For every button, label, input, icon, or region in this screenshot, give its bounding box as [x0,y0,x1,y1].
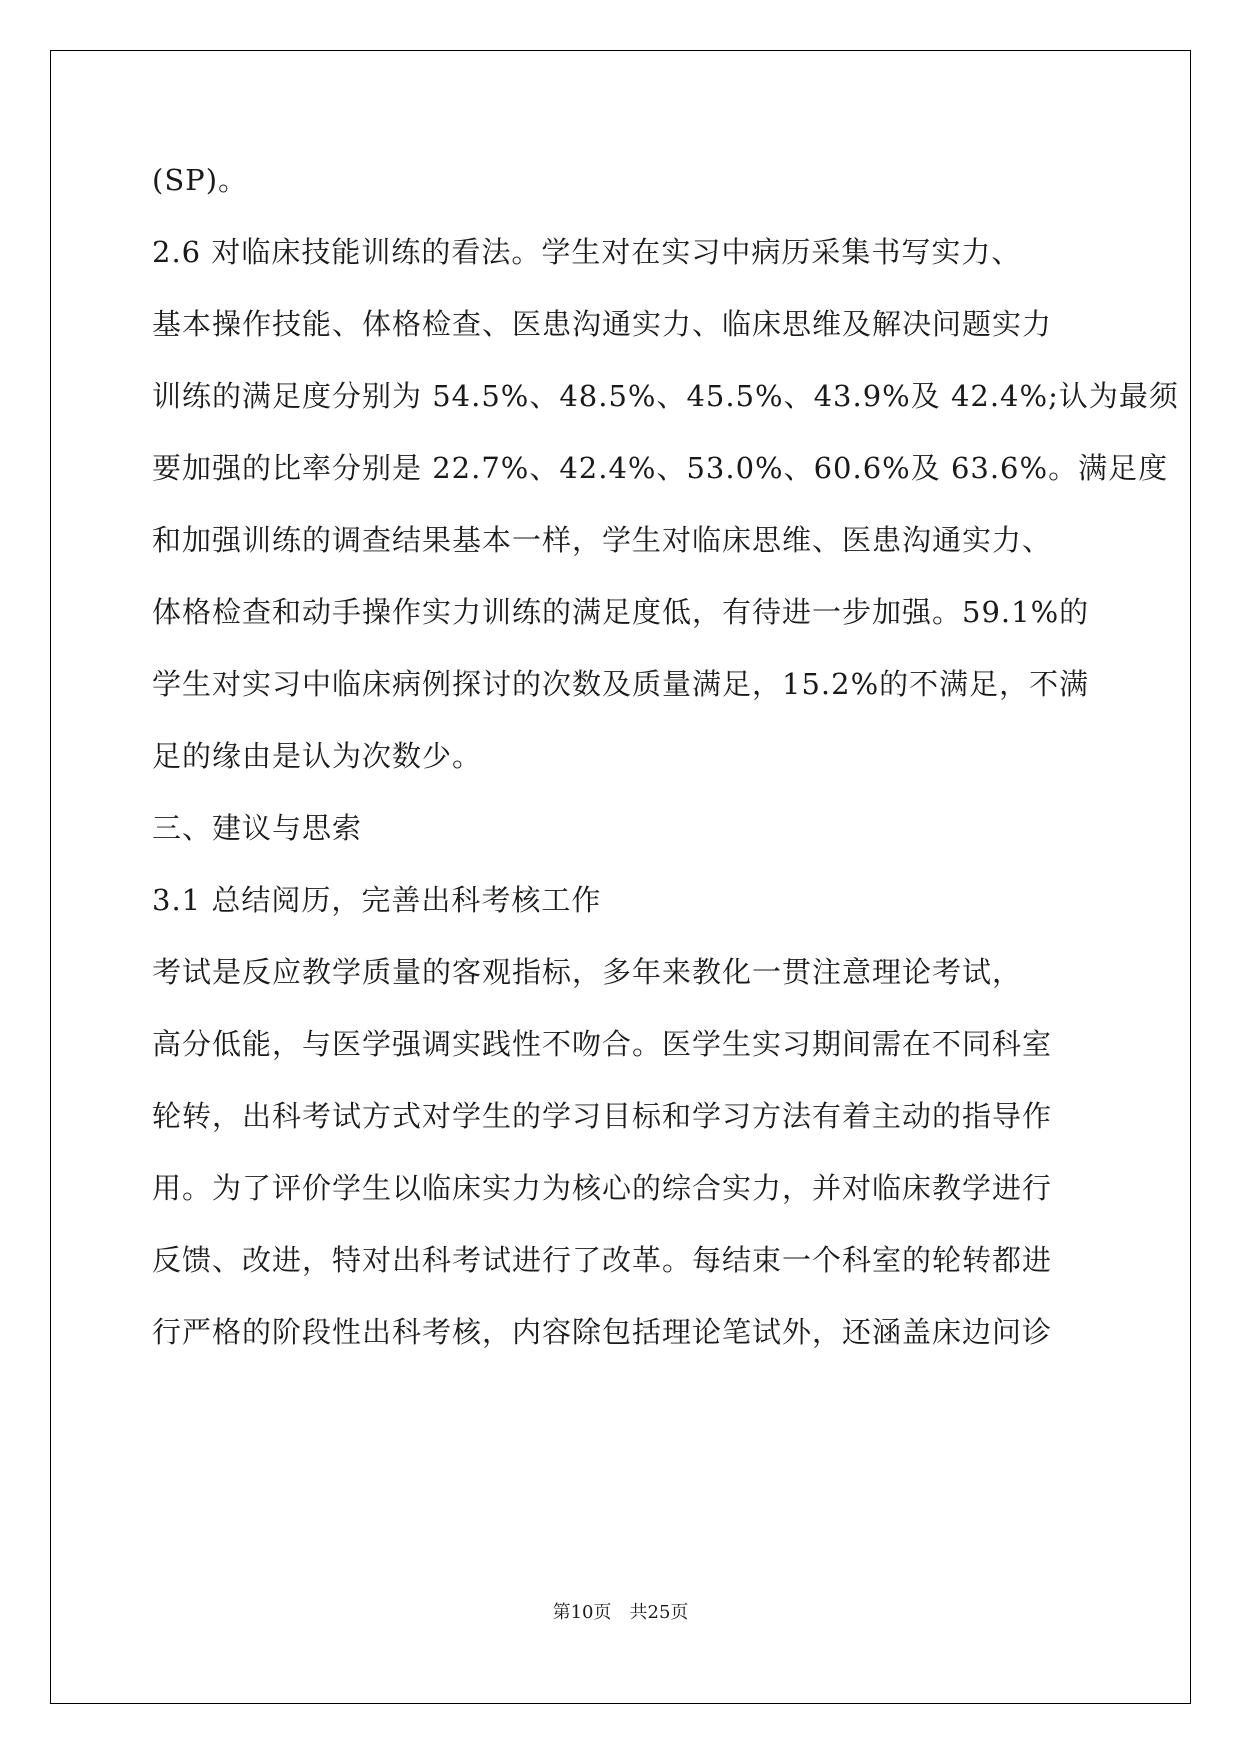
text-line: (SP)。 [152,163,249,197]
text-line: 要加强的比率分别是 22.7%、42.4%、53.0%、60.6%及 63.6%。满足度 [152,451,1169,485]
section-heading: 三、建议与思索 [152,811,363,845]
text-line: 足的缘由是认为次数少。 [152,739,483,773]
text-line: 考试是反应教学质量的客观指标，多年来教化一贯注意理论考试， [152,955,1023,989]
text-line: 学生对实习中临床病例探讨的次数及质量满足，15.2%的不满足，不满 [152,667,1090,701]
text-line: 反馈、改进，特对出科考试进行了改革。每结束一个科室的轮转都进 [152,1243,1053,1277]
text-line: 轮转，出科考试方式对学生的学习目标和学习方法有着主动的指导作 [152,1099,1053,1133]
text-line: 训练的满足度分别为 54.5%、48.5%、45.5%、43.9%及 42.4%;认为最须 [152,379,1179,413]
text-line: 2.6 对临床技能训练的看法。学生对在实习中病历采集书写实力、 [152,235,1022,269]
page-border [50,50,1191,1704]
text-line: 行严格的阶段性出科考核，内容除包括理论笔试外，还涵盖床边问诊 [152,1315,1053,1349]
text-line: 用。为了评价学生以临床实力为核心的综合实力，并对临床教学进行 [152,1171,1053,1205]
text-line: 和加强训练的调查结果基本一样，学生对临床思维、医患沟通实力、 [152,523,1053,557]
subsection-heading: 3.1 总结阅历，完善出科考核工作 [152,883,602,917]
text-line: 高分低能，与医学强调实践性不吻合。医学生实习期间需在不同科室 [152,1027,1053,1061]
text-line: 体格检查和动手操作实力训练的满足度低，有待进一步加强。59.1%的 [152,595,1090,629]
page-number-footer: 第10页 共25页 [552,1602,689,1623]
text-line: 基本操作技能、体格检查、医患沟通实力、临床思维及解决问题实力 [152,307,1053,341]
